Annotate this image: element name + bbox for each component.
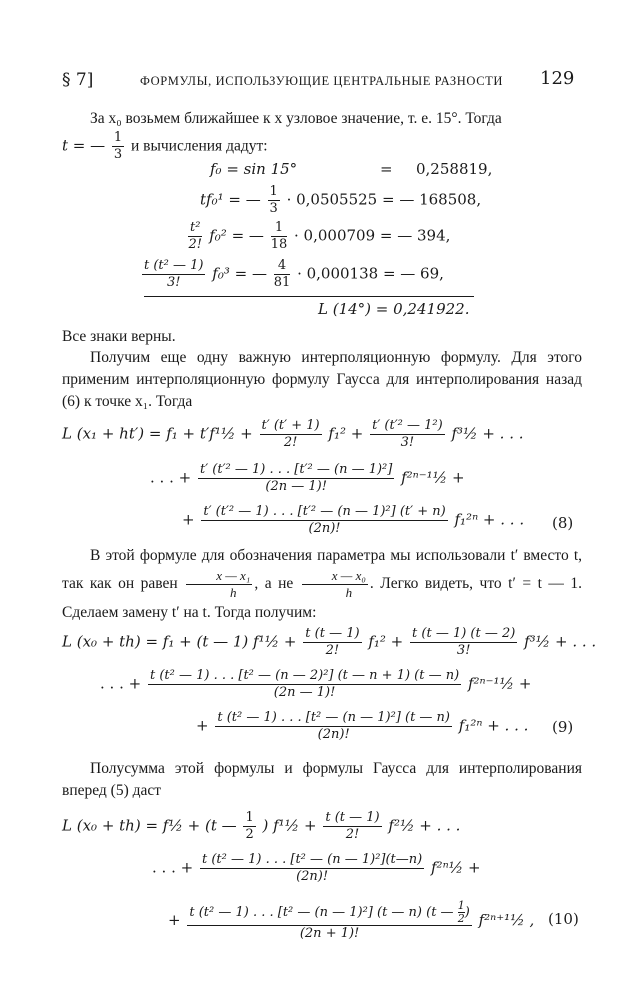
comp-row-1-value: 0,258819, (416, 160, 493, 178)
eq10-line-2: . . . + $\frac{\text{t (t² — 1) . . . [t² — (n — 1)²](t—n)}}{(2n)!}$ f²ⁿ½ + (152, 852, 481, 884)
comp-row-4: $\frac{\text{t (t² — 1)}}{3!}$ f₀³ = — $\frac{4}{81}$ · 0,000138 = — 69, (144, 258, 444, 290)
section-marker: § 7] (62, 70, 94, 90)
para-signs: Все знаки верны. (62, 328, 176, 345)
comp-row-2: tf₀¹ = — $\frac{1}{3}$ · 0,0505525 = — 168508, (200, 184, 482, 216)
eq10-line-1: L (x₀ + th) = f½ + (t — $\frac{1}{2}$ ) f¹½ + $\frac{t (t — 1)}{2!}$ f²½ + . . . (62, 810, 461, 842)
intro-line-2: t = — $\frac{1}{3}$ и вычисления дадут: (62, 130, 268, 162)
para-substitution: В этой формуле для обозначения параметра мы использовали t′ вместо t, так как он равен $\frac{\text{x — x₁}}{h}$ , а не $\frac{\text{x — x₀}}{h}$ . Легко видеть, что t′ = t — 1. Сделаем замену t′ на t. Тогда получим: (62, 547, 583, 621)
comp-result: L (14°) = 0,241922. (318, 300, 470, 318)
eq9-line-3: + $\frac{\text{t (t² — 1) . . . [t² — (n — 1)²] (t — n)}}{(2n)!}$ f₁²ⁿ + . . . (196, 710, 529, 742)
eq8-line-2: . . . + $\frac{\text{t′ (t′² — 1) . . . [t′² — (n — 1)²]}}{(2n — 1)!}$ f²ⁿ⁻¹½ + (150, 462, 465, 494)
para-intro-eq8: Получим еще одну важную интерполяционную формулу. Для этого применим интерполяционную формулу Гаусса для интерполирования назад (6) к точке x₁. Тогда (62, 349, 582, 410)
comp-row-1-left: f₀ = sin 15° (210, 160, 298, 178)
eq10-number: (10) (548, 910, 579, 928)
eq8-line-1: L (x₁ + ht′) = f₁ + t′f¹½ + $\frac{t' (t' + 1)}{2!}$ f₁² + $\frac{\text{t′ (t′² — 1²)}}{3!}$ f³½ + . . . (62, 418, 524, 450)
eq9-number: (9) (552, 718, 574, 736)
intro-line-1: За x₀ возьмем ближайшее к x узловое значение, т. е. 15°. Тогда (90, 110, 502, 127)
comp-row-3: $\frac{\text{t²}}{2!}$ f₀² = — $\frac{1}{18}$ · 0,000709 = — 394, (188, 220, 451, 252)
para-half-sum: Полусумма этой формулы и формулы Гаусса для интерполирования вперед (5) даст (62, 760, 582, 799)
eq9-line-2: . . . + $\frac{\text{t (t² — 1) . . . [t² — (n — 2)²] (t — n + 1) (t — n)}}{(2n — 1)!}$ f²ⁿ⁻¹½ + (100, 668, 532, 700)
running-title: ФОРМУЛЫ, ИСПОЛЬЗУЮЩИЕ ЦЕНТРАЛЬНЫЕ РАЗНОСТИ (140, 74, 503, 88)
eq8-number: (8) (552, 514, 574, 532)
eq9-line-1: L (x₀ + th) = f₁ + (t — 1) f¹½ + $\frac{t (t — 1)}{2!}$ f₁² + $\frac{t (t — 1) (t — 2)}{3!}$ f³½ + . . . (62, 626, 597, 658)
eq8-line-3: + $\frac{\text{t′ (t′² — 1) . . . [t′² — (n — 1)²] (t′ + n)}}{(2n)!}$ f₁²ⁿ + . . . (182, 504, 525, 536)
page-number: 129 (540, 68, 575, 89)
sum-rule (144, 296, 474, 297)
eq10-line-3: + t (t² — 1) . . . [t² — (n — 1)²] (t — n) (t — $\frac{1}{2}$ ) (2n + 1)! f²ⁿ⁺¹½ , (168, 899, 535, 941)
comp-row-1-eq: = (380, 160, 393, 178)
